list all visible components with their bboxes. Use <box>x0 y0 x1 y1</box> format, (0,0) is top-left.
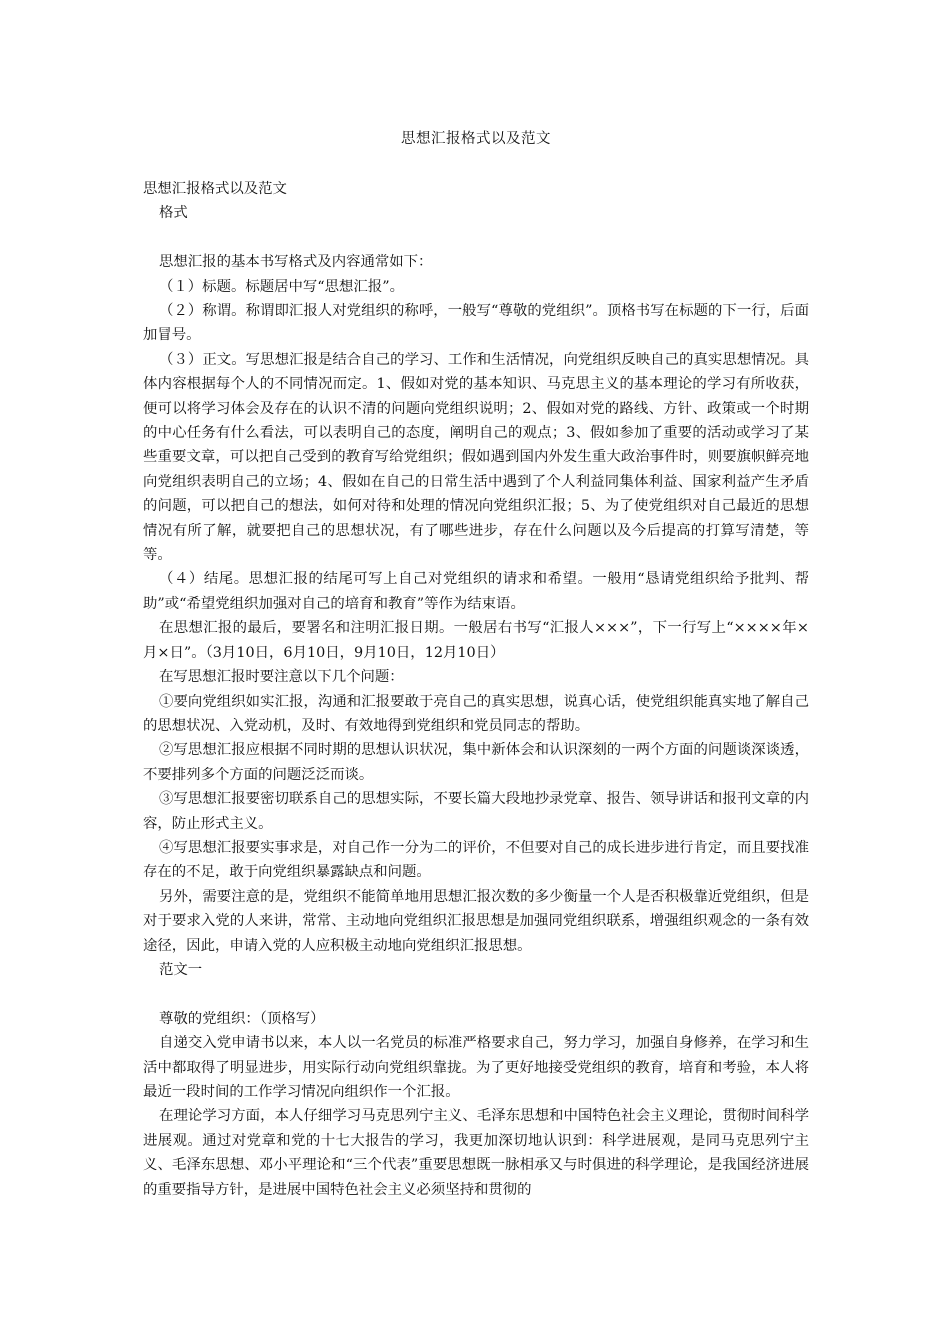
paragraph: （４）结尾。思想汇报的结尾可写上自己对党组织的请求和希望。一般用“恳请党组织给予批判、帮助”或“希望党组织加强对自己的培育和教育”等作为结束语。 <box>143 571 809 612</box>
paragraph: （３）正文。写思想汇报是结合自己的学习、工作和生活情况，向党组织反映自己的真实思想情况。具体内容根据每个人的不同情况而定。1、假如对党的基本知识、马克思主义的基本理论的学习有所收获，便可以将学习体会及存在的认识不清的问题向党组织说明；2、假如对党的路线、方针、政策或一个时期的中心任务有什么看法，可以表明自己的态度，阐明自己的观点；3、假如参加了重要的活动或学习了某些重要文章，可以把自己受到的教育写给党组织；假如遇到国内外发生重大政治事件时，则要旗帜鲜亮地向党组织表明自己的立场；4、假如在自己的日常生活中遇到了个人利益同集体利益、国家利益产生矛盾的问题，可以把自己的想法，如何对待和处理的情况向党组织汇报；5、为了使党组织对自己最近的思想情况有所了解，就要把自己的思想状况，有了哪些进步，存在什么问题以及今后提高的打算写清楚，等等。 <box>143 351 809 564</box>
paragraph: 另外，需要注意的是，党组织不能简单地用思想汇报次数的多少衡量一个人是否积极靠近党组织，但是对于要求入党的人来讲，常常、主动地向党组织汇报思想是加强同党组织联系，增强组织观念的一条有效途径，因此，申请入党的人应积极主动地向党组织汇报思想。 <box>143 888 809 954</box>
section-heading-example: 范文一 <box>159 961 203 978</box>
paragraph: 在思想汇报的最后，要署名和注明汇报日期。一般居右书写“汇报人×××”，下一行写上“××××年×月×日”。（3月10日，6月10日，9月10日，12月10日） <box>143 620 809 661</box>
paragraph: ②写思想汇报应根据不同时期的思想认识状况，集中新体会和认识深刻的一两个方面的问题谈深谈透，不要排列多个方面的问题泛泛而谈。 <box>143 742 809 783</box>
paragraph: 思想汇报的基本书写格式及内容通常如下： <box>159 254 433 271</box>
section-heading-format: 格式 <box>159 205 188 222</box>
paragraph: 自递交入党申请书以来，本人以一名党员的标准严格要求自己，努力学习，加强自身修养，在学习和生活中都取得了明显进步，用实际行动向党组织靠拢。为了更好地接受党组织的教育，培育和考验，本人将最近一段时间的工作学习情况向组织作一个汇报。 <box>143 1035 809 1100</box>
blank-line <box>143 226 809 250</box>
blank-line <box>143 982 809 1006</box>
document-body <box>143 177 809 1202</box>
salutation: 尊敬的党组织：（顶格写） <box>159 1010 325 1027</box>
paragraph: 在写思想汇报时要注意以下几个问题： <box>159 669 404 686</box>
paragraph: ③写思想汇报要密切联系自己的思想实际，不要长篇大段地抄录党章、报告、领导讲话和报刊文章的内容，防止形式主义。 <box>143 791 809 832</box>
document-heading: 思想汇报格式以及范文 <box>143 181 287 197</box>
paragraph: （１）标题。标题居中写“思想汇报”。 <box>159 278 404 295</box>
paragraph: ④写思想汇报要实事求是，对自己作一分为二的评价，不但要对自己的成长进步进行肯定，而且要找准存在的不足，敢于向党组织暴露缺点和问题。 <box>143 839 809 881</box>
paragraph: 在理论学习方面，本人仔细学习马克思列宁主义、毛泽东思想和中国特色社会主义理论，贯彻时间科学进展观。通过对党章和党的十七大报告的学习，我更加深切地认识到：科学进展观，是同马克思列宁主义、毛泽东思想、邓小平理论和“三个代表”重要思想既一脉相承又与时俱进的科学理论，是我国经济进展的重要指导方针，是进展中国特色社会主义必须坚持和贯彻的 <box>143 1108 809 1198</box>
document-title: 思想汇报格式以及范文 <box>401 131 551 147</box>
paragraph: ①要向党组织如实汇报，沟通和汇报要敢于亮自己的真实思想，说真心话，使党组织能真实地了解自己的思想状况、入党动机，及时、有效地得到党组织和党员同志的帮助。 <box>143 693 809 734</box>
paragraph: （２）称谓。称谓即汇报人对党组织的称呼，一般写“尊敬的党组织”。顶格书写在标题的下一行，后面加冒号。 <box>143 303 809 344</box>
